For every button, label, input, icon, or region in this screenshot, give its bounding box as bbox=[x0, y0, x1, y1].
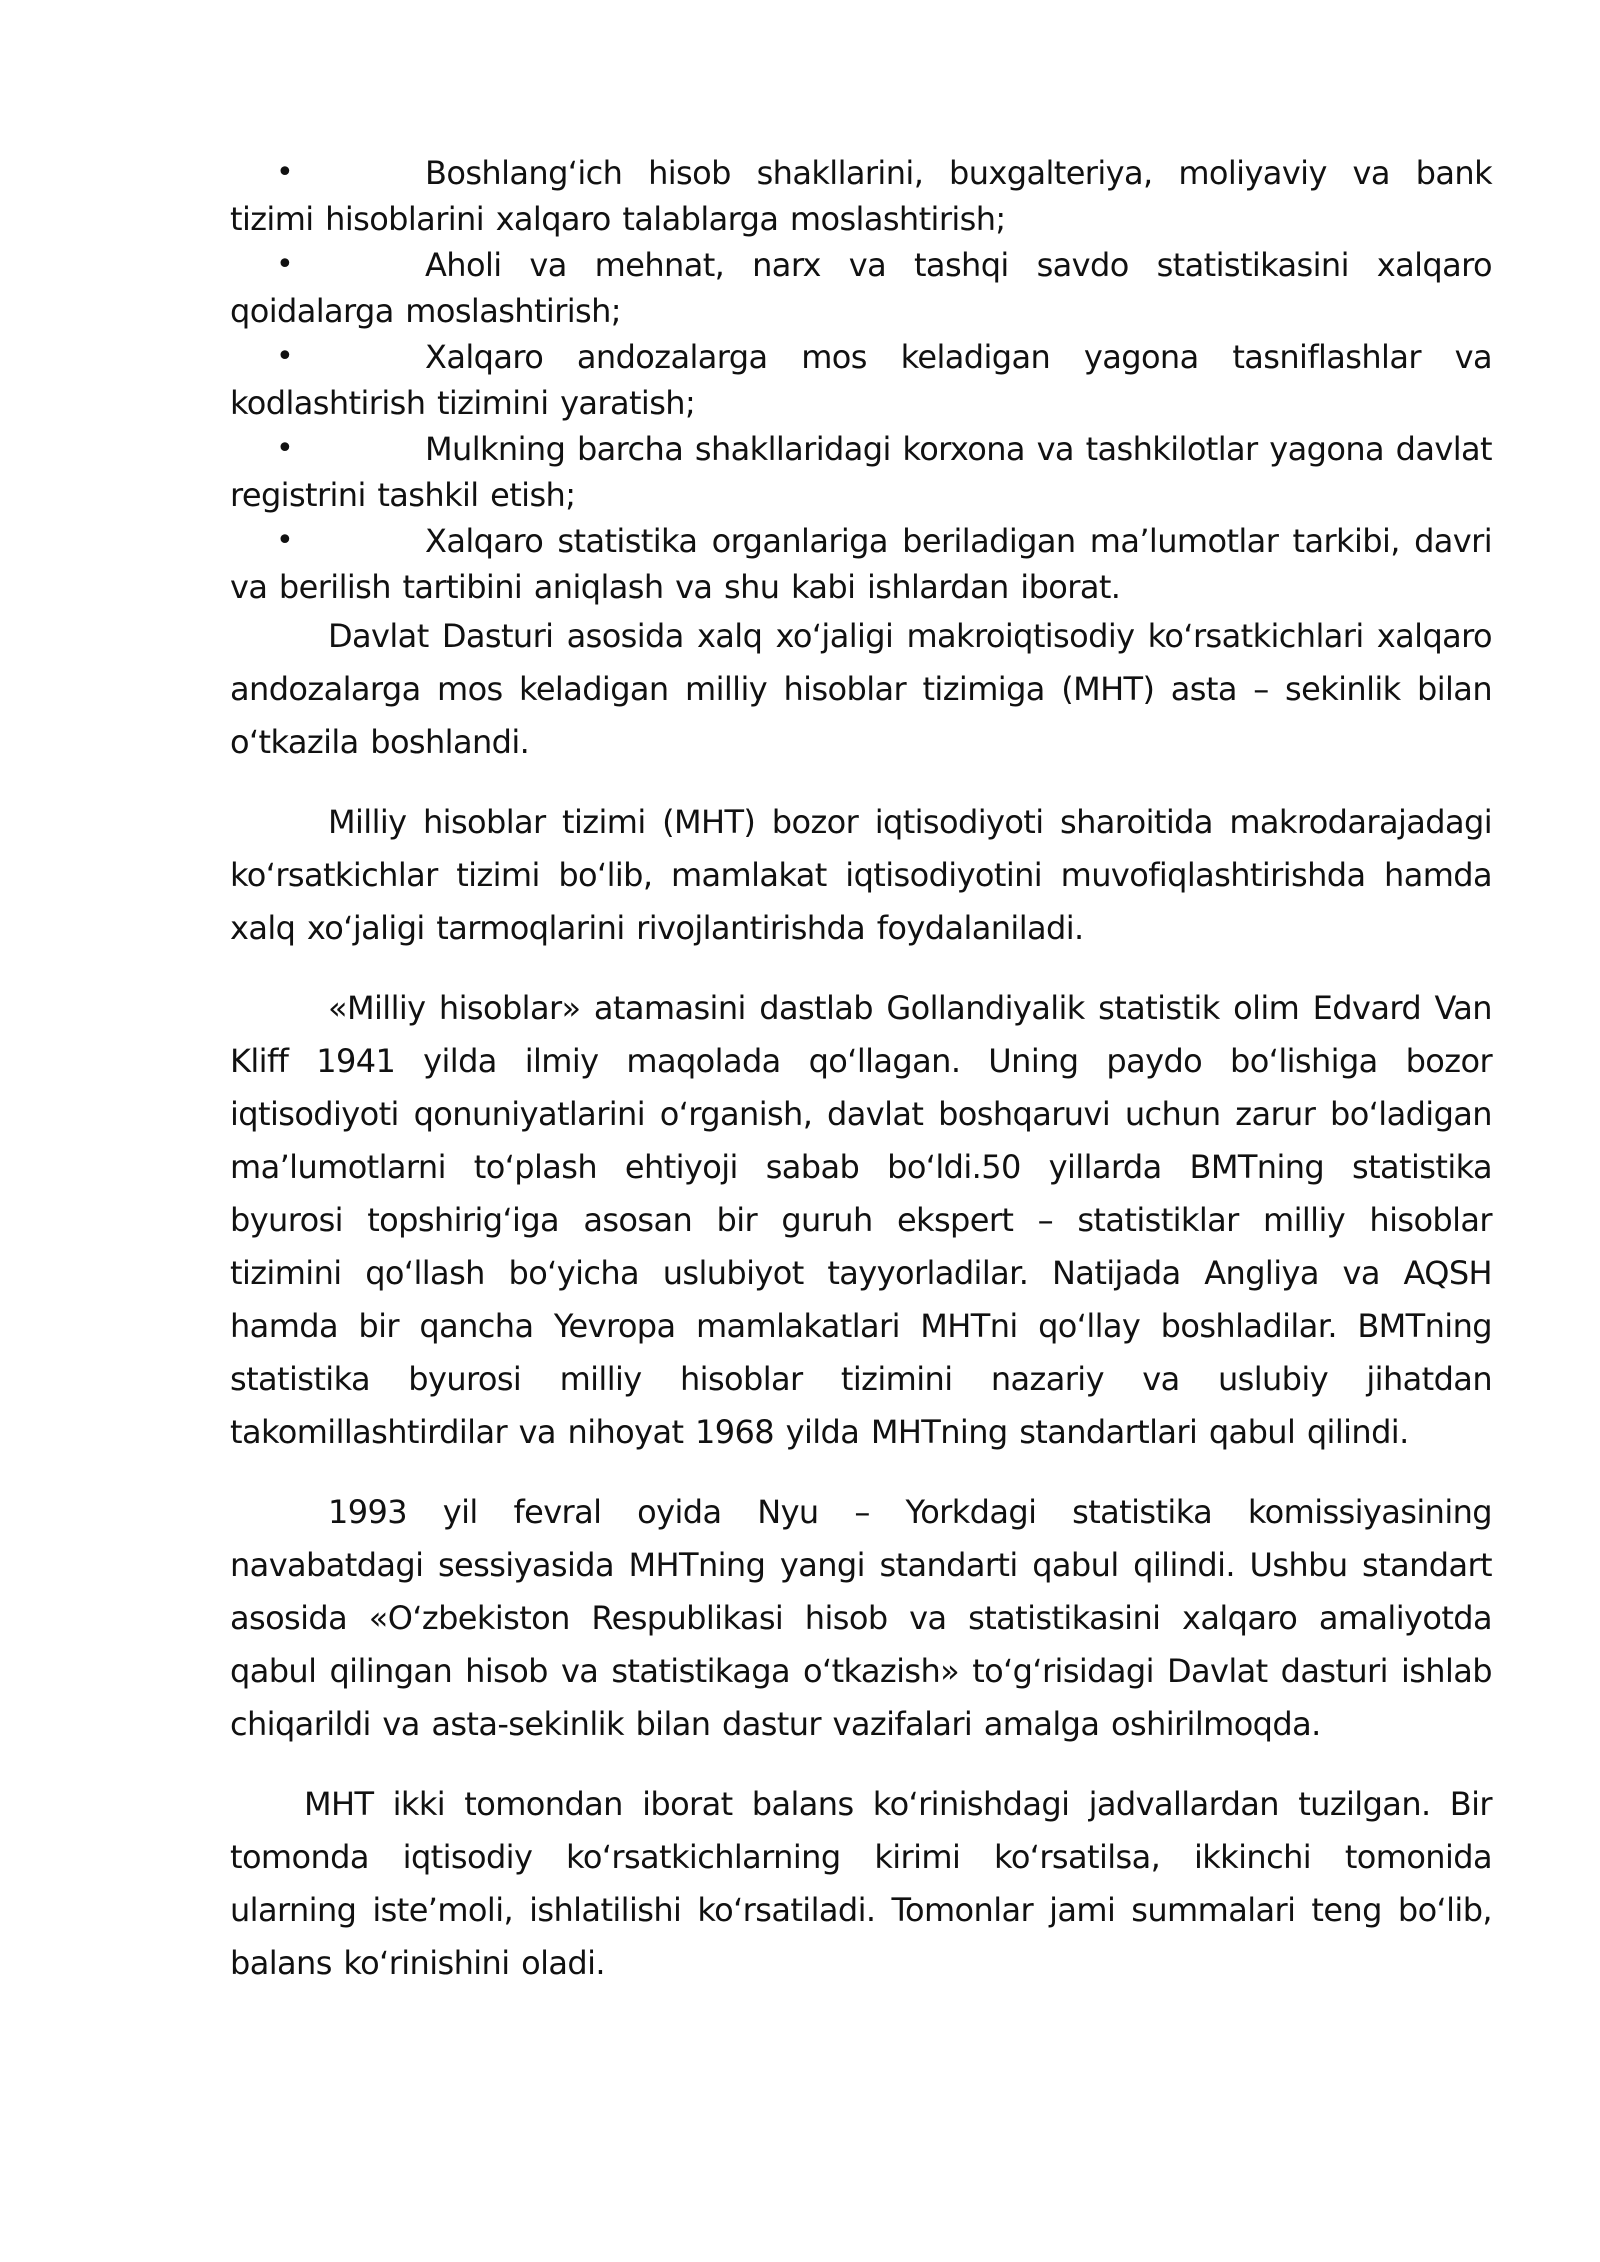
bullet-item bbox=[230, 334, 1492, 426]
paragraph-mht-definition: Milliy hisoblar tizimi (MHT) bozor iqtisodiyoti sharoitida makrodarajadagi ko‘rsatkichlar tizimi bo‘lib, mamlakat iqtisodiyotini muvofiqlashtirishda hamda xalq xo‘jaligi tarmoqlarini rivojlantirishda foydalaniladi. bbox=[230, 803, 1492, 947]
document-body bbox=[230, 150, 1492, 1990]
bullet-item bbox=[230, 518, 1492, 610]
paragraph-1993-standard: 1993 yil fevral oyida Nyu – Yorkdagi statistika komissiyasining navabatdagi sessiyasida MHTning yangi standarti qabul qilindi. Ushbu standart asosida «O‘zbekiston Respublikasi hisob va statistikasini xalqaro amaliyotda qabul qilingan hisob va statistikaga o‘tkazish» to‘g‘risidagi Davlat dasturi ishlab chiqarildi va asta-sekinlik bilan dastur vazifalari amalga oshirilmoqda. bbox=[230, 1493, 1492, 1743]
bullet-list bbox=[230, 150, 1492, 610]
bullet-item bbox=[230, 426, 1492, 518]
paragraph-mht-history: «Milliy hisoblar» atamasini dastlab Gollandiyalik statistik olim Edvard Van Kliff 1941 yilda ilmiy maqolada qo‘llagan. Uning paydo bo‘lishiga bozor iqtisodiyoti qonuniyatlarini o‘rganish, davlat boshqaruvi uchun zarur bo‘ladigan ma’lumotlarni to‘plash ehtiyoji sabab bo‘ldi.50 yillarda BMTning statistika byurosi topshirig‘iga asosan bir guruh ekspert – statistiklar milliy hisoblar tizimini qo‘llash bo‘yicha uslubiyot tayyorladilar. Natijada Angliya va AQSH hamda bir qancha Yevropa mamlakatlari MHTni qo‘llay boshladilar. BMTning statistika byurosi milliy hisoblar tizimini nazariy va uslubiy jihatdan takomillashtirdilar va nihoyat 1968 yilda MHTning standartlari qabul qilindi. bbox=[230, 989, 1492, 1451]
bullet-text: Mulkning barcha shakllaridagi korxona va tashkilotlar yagona davlat registrini tashkil etish; bbox=[230, 430, 1492, 514]
bullet-icon: • bbox=[276, 155, 294, 190]
bullet-icon: • bbox=[276, 523, 294, 558]
bullet-icon: • bbox=[276, 339, 294, 374]
bullet-text: Xalqaro statistika organlariga beriladigan ma’lumotlar tarkibi, davri va berilish tartibini aniqlash va shu kabi ishlardan iborat. bbox=[230, 522, 1492, 606]
paragraph-mht-balance: MHT ikki tomondan iborat balans ko‘rinishdagi jadvallardan tuzilgan. Bir tomonda iqtisodiy ko‘rsatkichlarning kirimi ko‘rsatilsa, ikkinchi tomonida ularning iste’moli, ishlatilishi ko‘rsatiladi. Tomonlar jami summalari teng bo‘lib, balans ko‘rinishini oladi. bbox=[230, 1785, 1492, 1982]
bullet-icon: • bbox=[276, 431, 294, 466]
bullet-text: Xalqaro andozalarga mos keladigan yagona tasniflashlar va kodlashtirish tizimini yaratish; bbox=[230, 338, 1492, 422]
paragraph-davlat-dasturi: Davlat Dasturi asosida xalq xo‘jaligi makroiqtisodiy ko‘rsatkichlari xalqaro andozalarga mos keladigan milliy hisoblar tizimiga (MHT) asta – sekinlik bilan o‘tkazila boshlandi. bbox=[230, 617, 1492, 761]
bullet-item bbox=[230, 242, 1492, 334]
bullet-item bbox=[230, 150, 1492, 242]
bullet-text: Aholi va mehnat, narx va tashqi savdo statistikasini xalqaro qoidalarga moslashtirish; bbox=[230, 246, 1492, 330]
bullet-text: Boshlang‘ich hisob shakllarini, buxgalteriya, moliyaviy va bank tizimi hisoblarini xalqaro talablarga moslashtirish; bbox=[230, 154, 1492, 238]
bullet-icon: • bbox=[276, 247, 294, 282]
